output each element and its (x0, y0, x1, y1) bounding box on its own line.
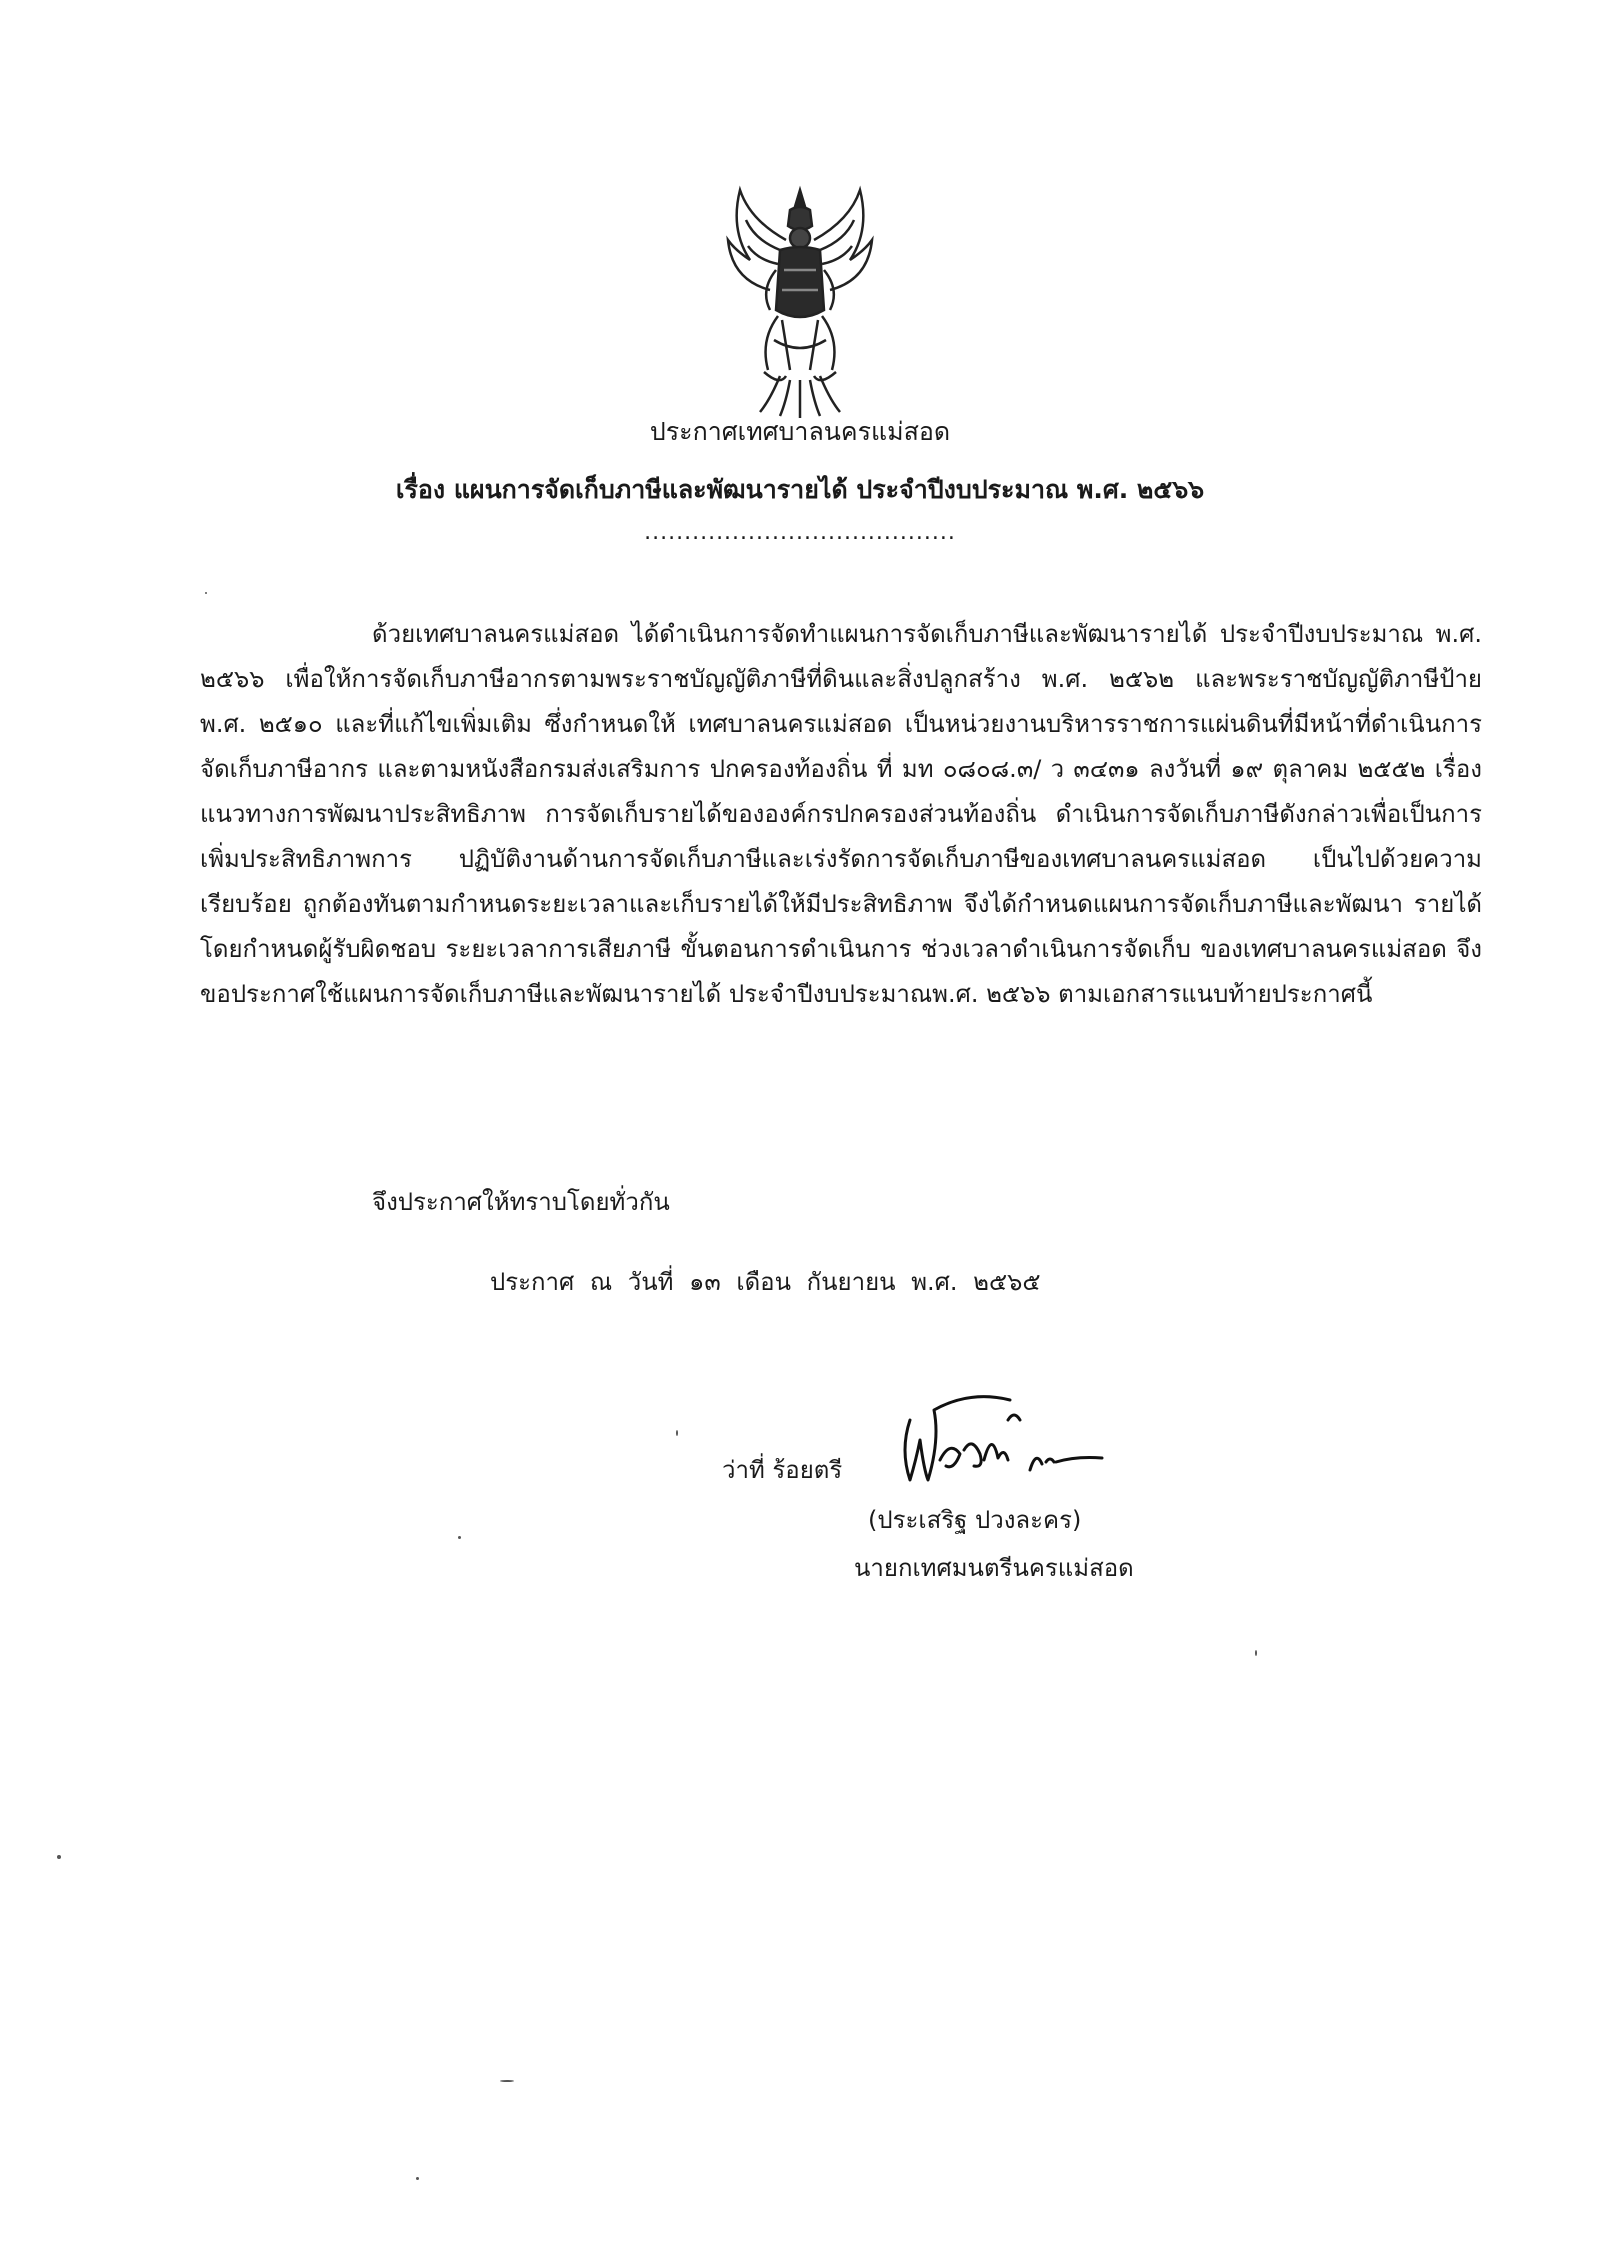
subject-title: เรื่อง แผนการจัดเก็บภาษีและพัฒนารายได้ ประจำปีงบประมาณ พ.ศ. ๒๕๖๖ (395, 475, 1205, 504)
body-paragraph: ด้วยเทศบาลนครแม่สอด ได้ดำเนินการจัดทำแผนการจัดเก็บภาษีและพัฒนารายได้ ประจำปีงบประมาณ พ.ศ. ๒๕๖๖ เพื่อให้การจัดเก็บภาษีอากรตามพระราชบัญญัติภาษีที่ดินและสิ่งปลูกสร้าง พ.ศ. ๒๕๖๒ และพระราชบัญญัติภาษีป้าย พ.ศ. ๒๕๑๐ และที่แก้ไขเพิ่มเติม ซึ่งกำหนดให้ เทศบาลนครแม่สอด เป็นหน่วยงานบริหารราชการแผ่นดินที่มีหน้าที่ดำเนินการจัดเก็บภาษีอากร และตามหนังสือกรมส่งเสริมการ ปกครองท้องถิ่น ที่ มท ๐๘๐๘.๓/ ว ๓๔๓๑ ลงวันที่ ๑๙ ตุลาคม ๒๕๕๒ เรื่อง แนวทางการพัฒนาประสิทธิภาพ การจัดเก็บรายได้ขององค์กรปกครองส่วนท้องถิ่น ดำเนินการจัดเก็บภาษีดังกล่าวเพื่อเป็นการเพิ่มประสิทธิภาพการ ปฏิบัติงานด้านการจัดเก็บภาษีและเร่งรัดการจัดเก็บภาษีของเทศบาลนครแม่สอด เป็นไปด้วยความเรียบร้อย ถูกต้องทันตามกำหนดระยะเวลาและเก็บรายได้ให้มีประสิทธิภาพ จึงได้กำหนดแผนการจัดเก็บภาษีและพัฒนา รายได้ โดยกำหนดผู้รับผิดชอบ ระยะเวลาการเสียภาษี ขั้นตอนการดำเนินการ ช่วงเวลาดำเนินการจัดเก็บ ของเทศบาลนครแม่สอด จึงขอประกาศใช้แผนการจัดเก็บภาษีและพัฒนารายได้ ประจำปีงบประมาณพ.ศ. ๒๕๖๖ ตามเอกสารแนบท้ายประกาศนี้ (200, 620, 1482, 1008)
signer-position: นายกเทศมนตรีนครแม่สอด (854, 1554, 1134, 1582)
signer-name: (ประเสริฐ ปวงละคร) (868, 1506, 1082, 1534)
scan-speck (500, 2080, 514, 2082)
scan-speck (1255, 1650, 1257, 1656)
announcement-date: ประกาศ ณ วันที่ ๑๓ เดือน กันยายน พ.ศ. ๒๕๖๕ (490, 1268, 1041, 1296)
garuda-emblem-icon (720, 180, 880, 420)
issuer-title: ประกาศเทศบาลนครแม่สอด (649, 417, 951, 446)
closing-statement: จึงประกาศให้ทราบโดยทั่วกัน (372, 1188, 670, 1216)
handwritten-signature (880, 1380, 1110, 1490)
scan-speck (458, 1536, 461, 1539)
divider: ....................................... (644, 520, 956, 545)
scan-speck (57, 1855, 61, 1859)
signer-rank: ว่าที่ ร้อยตรี (722, 1456, 843, 1484)
scan-speck (416, 2177, 419, 2180)
scan-speck (676, 1430, 678, 1436)
scan-speck (205, 592, 207, 594)
